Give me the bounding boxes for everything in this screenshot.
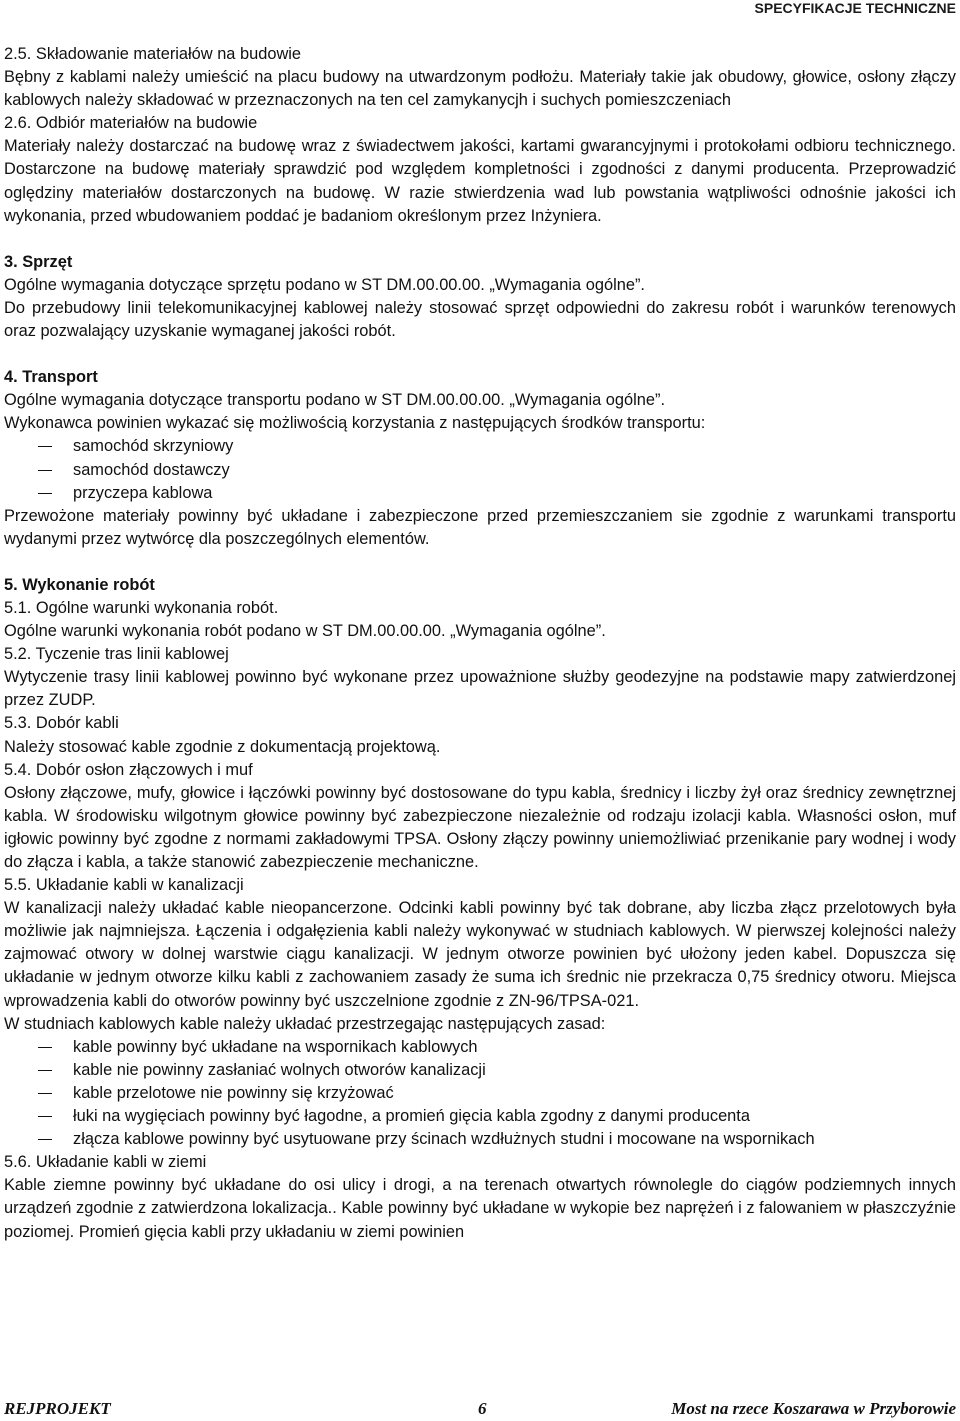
section-5-4-heading: 5.4. Dobór osłon złączowych i muf [4,760,253,779]
section-2-6-paragraph: Materiały należy dostarczać na budowę wraz z świadectwem jakości, kartami gwarancyjnymi i protokołami odbioru technicznego. Dostarczone na budowę materiały sprawdzić pod względem kompletności i zgodności z danymi producenta. Przeprowadzić oględziny materiałów dostarczonych na budowę. W razie stwierdzenia wad lub powstania wątpliwości odnośnie jakości ich wykonania, przed wbudowaniem poddać je badaniom określonym przez Inżyniera. [4,137,956,225]
list-item-text: samochód dostawczy [73,460,230,479]
dash-bullet [38,493,52,494]
section-5-2-text: Wytyczenie trasy linii kablowej powinno być wykonane przez upoważnione służby geodezyjne na podstawie mapy zatwierdzonej przez ZUDP. [4,668,956,710]
section-5-5-heading: 5.5. Układanie kabli w kanalizacji [4,876,244,895]
section-5-4-text: Osłony złączowe, mufy, głowice i łączówki powinny być dostosowane do typu kabla, średnicy i liczby żył oraz średnicy zewnętrznej kabla. W środowisku wilgotnym głowice powinny być zabezpieczone niezależnie od rodzaju izolacji kabla. Własności osłon, muf igłowic powinny być zgodne z normami zakładowymi TPSA. Osłony złączy powinny uniemożliwiać przenikanie pary wodnej i wody do złącza i kabla, a także stanowić zabezpieczenie mechaniczne. [4,783,956,871]
list-item [4,482,956,505]
footer-company: REJPROJEKT [4,1399,111,1418]
section-2-6-heading: 2.6. Odbiór materiałów na budowie [4,114,258,133]
document-header: SPECYFIKACJE TECHNICZNE [754,0,956,16]
section-5-6-heading: 5.6. Układanie kabli w ziemi [4,1153,207,1172]
section-3-line: Ogólne wymagania dotyczące sprzętu podano w ST DM.00.00.00. „Wymagania ogólne”. [4,275,645,294]
dash-bullet [38,1116,52,1117]
document-body [4,43,956,1244]
section-2-5-heading: 2.5. Składowanie materiałów na budowie [4,45,302,63]
dash-bullet [38,1047,52,1048]
list-item-text: przyczepa kablowa [73,483,213,502]
section-4-intro: Wykonawca powinien wykazać się możliwością korzystania z następujących środków transportu: [4,414,706,433]
section-5-1-heading: 5.1. Ogólne warunki wykonania robót. [4,598,279,617]
section-5-6-text: Kable ziemne powinny być układane do osi ulicy i drogi, a na terenach otwartych równolegle do ciągów podziemnych innych urządzeń zgodnie z zatwierdzona lokalizacja.. Kable powinny być układane w wykopie bez naprężeń i z falowaniem w płaszczyźnie poziomej. Promień gięcia kabli przy układaniu w ziemi powinien [4,1176,956,1241]
list-item [4,1059,956,1082]
list-item [4,1036,956,1059]
dash-bullet [38,1070,52,1071]
list-item-text: kable nie powinny zasłaniać wolnych otworów kanalizacji [73,1060,486,1079]
list-item-text: złącza kablowe powinny być usytuowane przy ścinach wzdłużnych studni i mocowane na wspornikach [73,1130,815,1149]
transport-list [4,435,956,504]
section-4-heading: 4. Transport [4,368,98,387]
page-number: 6 [478,1399,487,1418]
dash-bullet [38,1093,52,1094]
list-item-text: samochód skrzyniowy [73,437,234,456]
section-3-paragraph: Do przebudowy linii telekomunikacyjnej kablowej należy stosować sprzęt odpowiedni do zakresu robót i warunków terenowych oraz pozwalający uzyskanie wymaganej jakości robót. [4,298,956,341]
section-5-1-text: Ogólne warunki wykonania robót podano w ST DM.00.00.00. „Wymagania ogólne”. [4,622,606,641]
document-footer [4,1399,956,1421]
section-5-2-heading: 5.2. Tyczenie tras linii kablowej [4,645,229,664]
section-5-3-text: Należy stosować kable zgodnie z dokumentacją projektową. [4,737,441,756]
dash-bullet [38,446,52,447]
section-2-5-paragraph: Bębny z kablami należy umieścić na placu budowy na utwardzonym podłożu. Materiały takie jak obudowy, głowice, osłony złączy kablowych należy składować w przeznaczonych na ten cel zamykanycjh i suchych pomieszczeniach [4,68,956,110]
section-4-paragraph: Przewożone materiały powinny być układane i zabezpieczone przed przemieszczaniem sie zgodnie z warunkami transportu wydanymi przez wytwórcę dla poszczególnych elementów. [4,506,956,548]
list-item-text: kable powinny być układane na wspornikach kablowych [73,1037,478,1056]
rules-list [4,1036,956,1151]
section-5-5-text: W kanalizacji należy układać kable nieopancerzone. Odcinki kabli powinny być tak dobrane, aby liczba złącz przelotowych była możliwie jak najmniejsza. Łączenia i odgałęzienia kabli należy wykonywać w studniach kablowych. W pierwszej kolejności należy zajmować otwory w dolnej warstwie ciągu kanalizacji. W jednym otworze powinien być ułożony jeden kabel. Dopuszcza się układanie w jednym otworze kilku kabli z zachowaniem zasady że suma ich średnic nie przekracza 0,75 średnicy otworu. Miejsca wprowadzenia kabli do otworów powinny być uszczelnione zgodnie z ZN-96/TPSA-021. [4,899,956,1010]
section-5-5-intro: W studniach kablowych kable należy układać przestrzegając następujących zasad: [4,1014,606,1033]
section-5-heading: 5. Wykonanie robót [4,575,155,594]
list-item [4,1105,956,1128]
list-item-text: łuki na wygięciach powinny być łagodne, a promień gięcia kabla zgodny z danymi producenta [73,1107,750,1126]
list-item [4,459,956,482]
footer-project-title: Most na rzece Koszarawa w Przyborowie [671,1399,956,1418]
section-4-line: Ogólne wymagania dotyczące transportu podano w ST DM.00.00.00. „Wymagania ogólne”. [4,391,666,410]
list-item [4,1082,956,1105]
dash-bullet [38,470,52,471]
section-5-3-heading: 5.3. Dobór kabli [4,714,119,733]
list-item [4,435,956,458]
list-item [4,1128,956,1151]
list-item-text: kable przelotowe nie powinny się krzyżować [73,1083,394,1102]
dash-bullet [38,1139,52,1140]
section-3-heading: 3. Sprzęt [4,252,73,271]
